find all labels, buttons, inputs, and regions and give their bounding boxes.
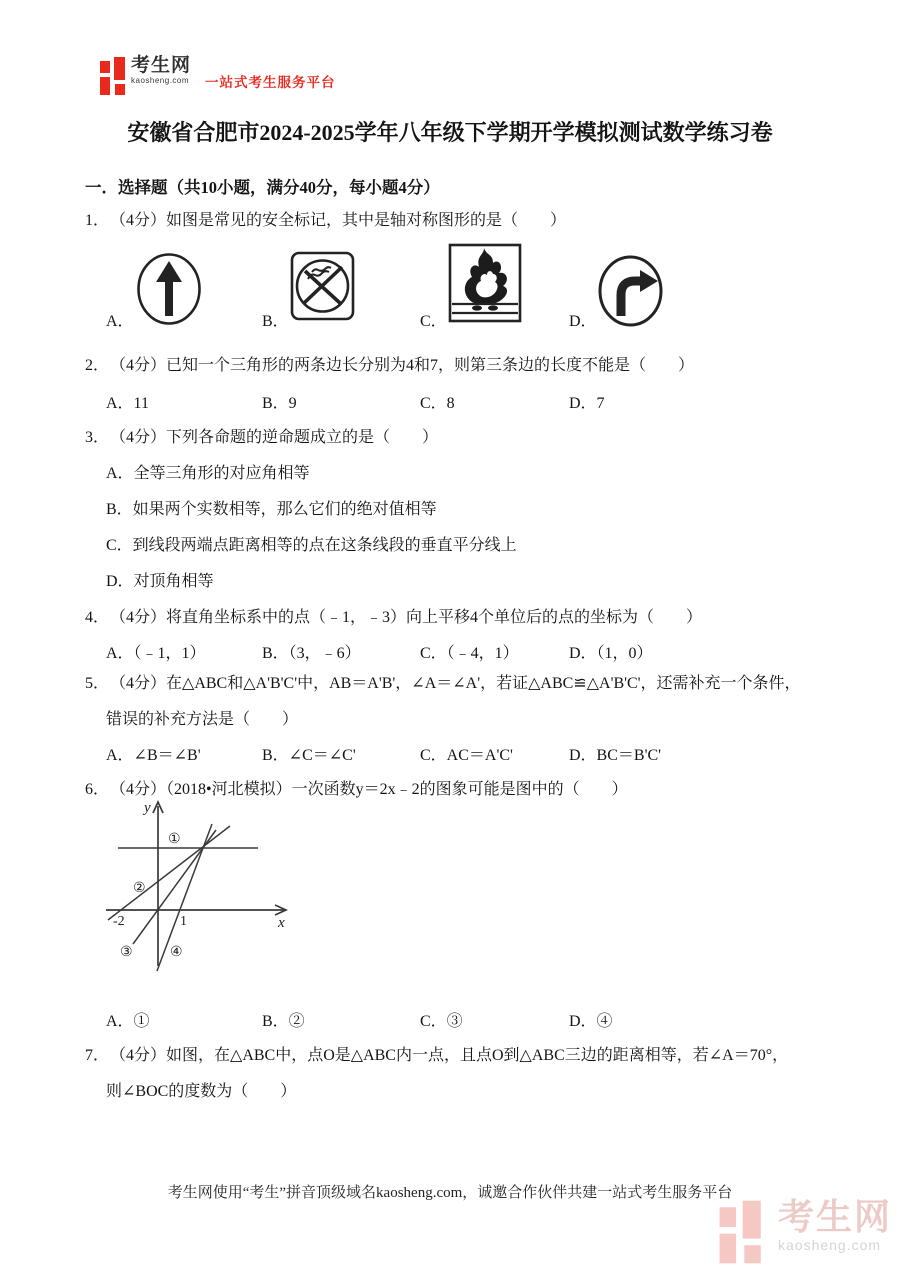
right-turn-sign-image [597, 254, 664, 328]
q1-option-c-label: C． [420, 313, 447, 330]
up-arrow-sign-image [136, 252, 202, 326]
q6-line4-label: ④ [170, 945, 183, 960]
question-3-text: （4分）下列各命题的逆命题成立的是（ ） [118, 429, 439, 446]
q1-option-a-label: A． [106, 313, 134, 330]
q2-option-a: A．11 [106, 395, 149, 412]
q1-option-d-label: D． [569, 313, 597, 330]
q2-option-d: D．7 [569, 395, 605, 412]
watermark-text-block [778, 1196, 893, 1253]
question-6 [85, 776, 628, 799]
page-title: 安徽省合肥市2024-2025学年八年级下学期开学模拟测试数学练习卷 [127, 120, 773, 145]
q6-xlabel: x [278, 915, 285, 931]
q4-option-c: C．（﹣4，1） [420, 645, 519, 662]
question-7 [85, 1042, 788, 1065]
q2-option-b: B．9 [262, 395, 297, 412]
question-6-number: 6． [85, 781, 110, 798]
q6-ylabel: y [144, 800, 151, 816]
question-7-text-line1: （4分）如图，在△ABC中，点O是△ABC内一点，且点O到△ABC三边的距离相等，若∠A＝70°， [118, 1047, 789, 1064]
q6-tick-1: 1 [180, 914, 187, 929]
kaosheng-watermark [712, 1196, 893, 1265]
footer-text: 考生网使用“考生”拼音顶级域名kaosheng.com，诚邀合作伙伴共建一站式考生服务平台 [167, 1185, 733, 1201]
q3-option-b: B．如果两个实数相等，那么它们的绝对值相等 [106, 501, 437, 518]
question-2-number: 2． [85, 357, 110, 374]
question-4-text: （4分）将直角坐标系中的点（﹣1，﹣3）向上平移4个单位后的点的坐标为（ ） [118, 609, 703, 626]
logo-domain-text: kaosheng.com [131, 76, 190, 85]
kaosheng-logo [100, 56, 336, 96]
q4-option-a: A．（﹣1，1） [106, 645, 206, 662]
q5-option-b: B．∠C＝∠C' [262, 747, 356, 764]
question-5-text-line1: （4分）在△ABC和△A'B'C'中，AB＝A'B'，∠A＝∠A'，若证△ABC≌△A'B'C'，还需补充一个条件， [118, 675, 801, 692]
question-1-number: 1． [85, 212, 110, 229]
question-2 [85, 352, 694, 375]
watermark-brand-text: 考生网 [778, 1196, 893, 1237]
q1-option-b-label: B． [262, 313, 289, 330]
q6-option-a: A．① [106, 1013, 150, 1030]
question-2-text: （4分）已知一个三角形的两条边长分别为4和7，则第三条边的长度不能是（ ） [118, 357, 695, 374]
question-4 [85, 604, 702, 627]
q6-line1-label: ① [168, 832, 181, 847]
q6-line-graph-figure [100, 798, 300, 983]
question-3-number: 3． [85, 429, 110, 446]
question-5 [85, 670, 801, 693]
question-5-text-line2: 错误的补充方法是（ ） [106, 711, 299, 728]
question-3 [85, 424, 438, 447]
q3-option-a: A．全等三角形的对应角相等 [106, 465, 310, 482]
question-5-number: 5． [85, 675, 110, 692]
q6-tick-neg2: -2 [113, 914, 125, 929]
q5-option-d: D．BC＝B'C' [569, 747, 662, 764]
no-smoking-sign-image [290, 251, 355, 321]
section-heading: 一．选择题（共10小题，满分40分，每小题4分） [85, 178, 440, 197]
question-1 [85, 207, 566, 230]
q5-option-c: C．AC＝A'C' [420, 747, 513, 764]
q3-option-c: C．到线段两端点距离相等的点在这条线段的垂直平分线上 [106, 537, 517, 554]
kaosheng-logo-mark-icon [100, 56, 126, 96]
q4-option-d: D．（1，0） [569, 645, 653, 662]
q4-option-b: B．（3，﹣6） [262, 645, 361, 662]
question-1-text: （4分）如图是常见的安全标记，其中是轴对称图形的是（ ） [118, 212, 567, 229]
watermark-logo-mark-icon [712, 1199, 770, 1265]
q6-option-d: D．④ [569, 1013, 613, 1030]
q6-option-c: C．③ [420, 1013, 463, 1030]
q5-option-a: A．∠B＝∠B' [106, 747, 201, 764]
logo-tagline: 一站式考生服务平台 [205, 75, 336, 90]
q6-option-b: B．② [262, 1013, 305, 1030]
question-6-text: （4分）（2018•河北模拟）一次函数y＝2x﹣2的图象可能是图中的（ ） [118, 781, 628, 798]
question-4-number: 4． [85, 609, 110, 626]
watermark-domain-text: kaosheng.com [778, 1237, 882, 1253]
question-7-text-line2: 则∠BOC的度数为（ ） [106, 1083, 297, 1100]
logo-text-block [131, 56, 191, 85]
q6-line3-label: ③ [120, 945, 133, 960]
flammable-fire-sign-image [448, 243, 522, 323]
question-7-number: 7． [85, 1047, 110, 1064]
q6-line2-label: ② [133, 881, 146, 896]
q3-option-d: D．对顶角相等 [106, 573, 214, 590]
q2-option-c: C．8 [420, 395, 455, 412]
logo-brand-text: 考生网 [131, 55, 192, 76]
